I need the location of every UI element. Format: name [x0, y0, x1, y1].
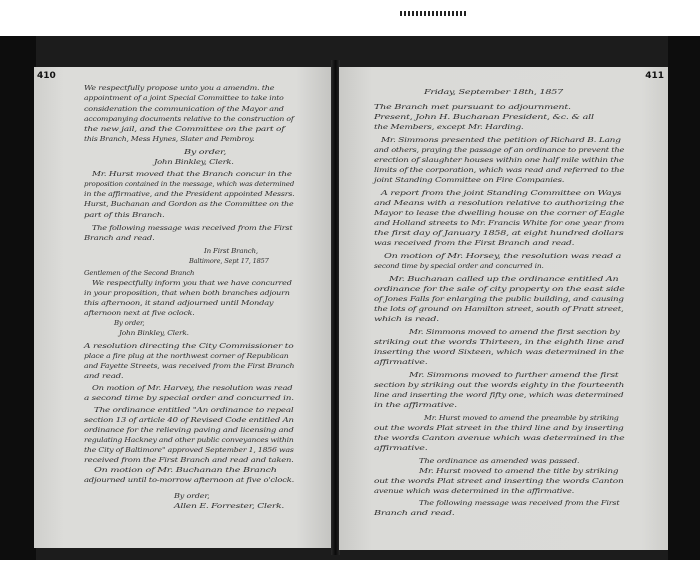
handwritten-line: Mr. Simmons moved to further amend the first	[409, 372, 619, 379]
handwritten-line: Mayor to lease the dwelling house on the corner of Eagle	[374, 210, 625, 217]
handwritten-line: adjourned until to-morrow afternoon at five o'clock.	[84, 477, 295, 484]
handwritten-line: Mr. Hurst moved that the Branch concur in the	[92, 171, 292, 178]
handwritten-line: received from the First Branch and read and taken.	[84, 457, 294, 464]
handwritten-line: joint Standing Committee on Fire Companies.	[374, 177, 565, 184]
handwritten-line: On motion of Mr. Horsey, the resolution was read a	[384, 253, 622, 260]
handwritten-line: appointment of a joint Special Committee to take into	[84, 95, 284, 102]
handwritten-line: Mr. Buchanan called up the ordinance entitled An	[389, 276, 619, 283]
handwritten-line: On motion of Mr. Harvey, the resolution was read	[92, 385, 293, 392]
handwritten-line: Mr. Hurst moved to amend the preamble by striking	[424, 415, 619, 422]
handwritten-line: A report from the joint Standing Committee on Ways	[381, 190, 622, 197]
handwritten-line: a second time by special order and concurred in.	[84, 395, 294, 402]
handwritten-line: A resolution directing the City Commissioner to	[84, 343, 294, 350]
left-page	[34, 67, 332, 548]
handwritten-line: consideration the communication of the Mayor and	[84, 106, 284, 113]
scan-header-strip	[400, 11, 466, 16]
handwritten-line: Branch and read.	[374, 510, 455, 517]
handwritten-line: The ordinance as amended was passed.	[419, 458, 580, 465]
handwritten-line: place a fire plug at the northwest corner of Republican	[84, 353, 289, 360]
handwritten-line: The following message was received from the First	[92, 225, 293, 232]
handwritten-line: was received from the First Branch and read.	[374, 240, 575, 247]
page-number-right: 411	[645, 71, 664, 81]
handwritten-line: On motion of Mr. Buchanan the Branch	[94, 467, 277, 474]
handwritten-line: striking out the words Thirteen, in the eighth line and	[374, 339, 624, 346]
handwritten-line: We respectfully inform you that we have concurred	[92, 280, 292, 287]
page-number-left: 410	[37, 71, 56, 81]
handwritten-line: By order,	[184, 149, 227, 156]
handwritten-line: of Jones Falls for enlarging the public building, and causing	[374, 296, 624, 303]
handwritten-line: this Branch, Mess Hynes, Slater and Pembroy.	[84, 136, 255, 143]
handwritten-line: in the affirmative.	[374, 402, 457, 409]
handwritten-line: and others, praying the passage of an ordinance to prevent the	[374, 147, 625, 154]
handwritten-line: Present, John H. Buchanan President, &c. & all	[374, 114, 594, 121]
handwritten-line: and Means with a resolution relative to authorizing the	[374, 200, 625, 207]
handwritten-line: ordinance for the relieving paving and licensing and	[84, 427, 294, 434]
handwritten-line: part of this Branch.	[84, 212, 165, 219]
handwritten-line: avenue which was determined in the affirmative.	[374, 488, 575, 495]
handwritten-line: In First Branch,	[204, 248, 258, 255]
handwritten-line: By order,	[174, 493, 210, 500]
handwritten-line: section 13 of article 40 of Revised Code entitled An	[84, 417, 294, 424]
handwritten-line: the lots of ground on Hamilton street, south of Pratt street,	[374, 306, 624, 313]
handwritten-line: proposition contained in the message, which was determined	[84, 181, 295, 188]
right-page	[339, 67, 668, 550]
handwritten-line: Gentlemen of the Second Branch	[84, 270, 195, 277]
handwritten-line: and read.	[84, 373, 124, 380]
handwritten-line: this afternoon, it stand adjourned until Monday	[84, 300, 274, 307]
handwritten-line: regulating Hackney and other public conveyances within	[84, 437, 294, 444]
handwritten-line: inserting the word Sixteen, which was determined in the	[374, 349, 624, 356]
handwritten-line: John Binkley, Clerk.	[154, 159, 234, 166]
handwritten-line: The ordinance entitled "An ordinance to repeal	[94, 407, 294, 414]
handwritten-line: which is read.	[374, 316, 439, 323]
handwritten-line: John Binkley, Clerk.	[119, 330, 189, 337]
handwritten-line: Mr. Simmons presented the petition of Richard B. Lang	[381, 137, 621, 144]
handwritten-line: Friday, September 18th, 1857	[424, 89, 564, 96]
handwritten-line: afternoon next at five oclock.	[84, 310, 195, 317]
handwritten-line: Allen E. Forrester, Clerk.	[174, 503, 285, 510]
handwritten-line: We respectfully propose unto you a amendm. the	[84, 85, 275, 92]
handwritten-line: section by striking out the words eighty in the fourteenth	[374, 382, 625, 389]
handwritten-line: accompanying documents relative to the construction of	[84, 116, 294, 123]
handwritten-line: in your proposition, that when both branches adjourn	[84, 290, 290, 297]
handwritten-line: in the affirmative, and the President appointed Messrs.	[84, 191, 295, 198]
handwritten-line: the words Canton avenue which was determined in the	[374, 435, 625, 442]
handwritten-line: out the words Plat street in the third line and by inserting	[374, 425, 624, 432]
handwritten-line: line and inserting the word fifty one, which was determined	[374, 392, 624, 399]
handwritten-line: Baltimore, Sept 17, 1857	[189, 258, 269, 265]
scanner-right-edge	[668, 36, 700, 560]
handwritten-line: erection of slaughter houses within one half mile within the	[374, 157, 624, 164]
handwritten-line: second time by special order and concurred in.	[374, 263, 544, 270]
handwritten-line: the first day of January 1858, at eight hundred dollars	[374, 230, 624, 237]
handwritten-line: affirmative.	[374, 445, 428, 452]
handwritten-line: The following message was received from the First	[419, 500, 620, 507]
handwritten-line: affirmative.	[374, 359, 428, 366]
handwritten-line: Mr. Hurst moved to amend the title by striking	[419, 468, 619, 475]
handwritten-line: Branch and read.	[84, 235, 155, 242]
handwritten-line: ordinance for the sale of city property on the east side	[374, 286, 625, 293]
handwritten-line: and Holland streets to Mr. Francis White for one year from	[374, 220, 625, 227]
handwritten-line: and Fayette Streets, was received from the First Branch	[84, 363, 295, 370]
handwritten-line: Hurst, Buchanan and Gordon as the Committee on the	[84, 201, 294, 208]
handwritten-line: The Branch met pursuant to adjournment.	[374, 104, 571, 111]
handwritten-line: By order,	[114, 320, 145, 327]
handwritten-line: the new jail, and the Committee on the part of	[84, 126, 285, 133]
handwritten-line: out the words Plat street and inserting the words Canton	[374, 478, 624, 485]
scanner-left-edge	[0, 36, 36, 560]
handwritten-line: the Members, except Mr. Harding.	[374, 124, 524, 131]
handwritten-line: limits of the corporation, which was read and referred to the	[374, 167, 625, 174]
handwritten-line: Mr. Simmons moved to amend the first section by	[409, 329, 620, 336]
handwritten-line: the City of Baltimore" approved September 1, 1856 was	[84, 447, 294, 454]
